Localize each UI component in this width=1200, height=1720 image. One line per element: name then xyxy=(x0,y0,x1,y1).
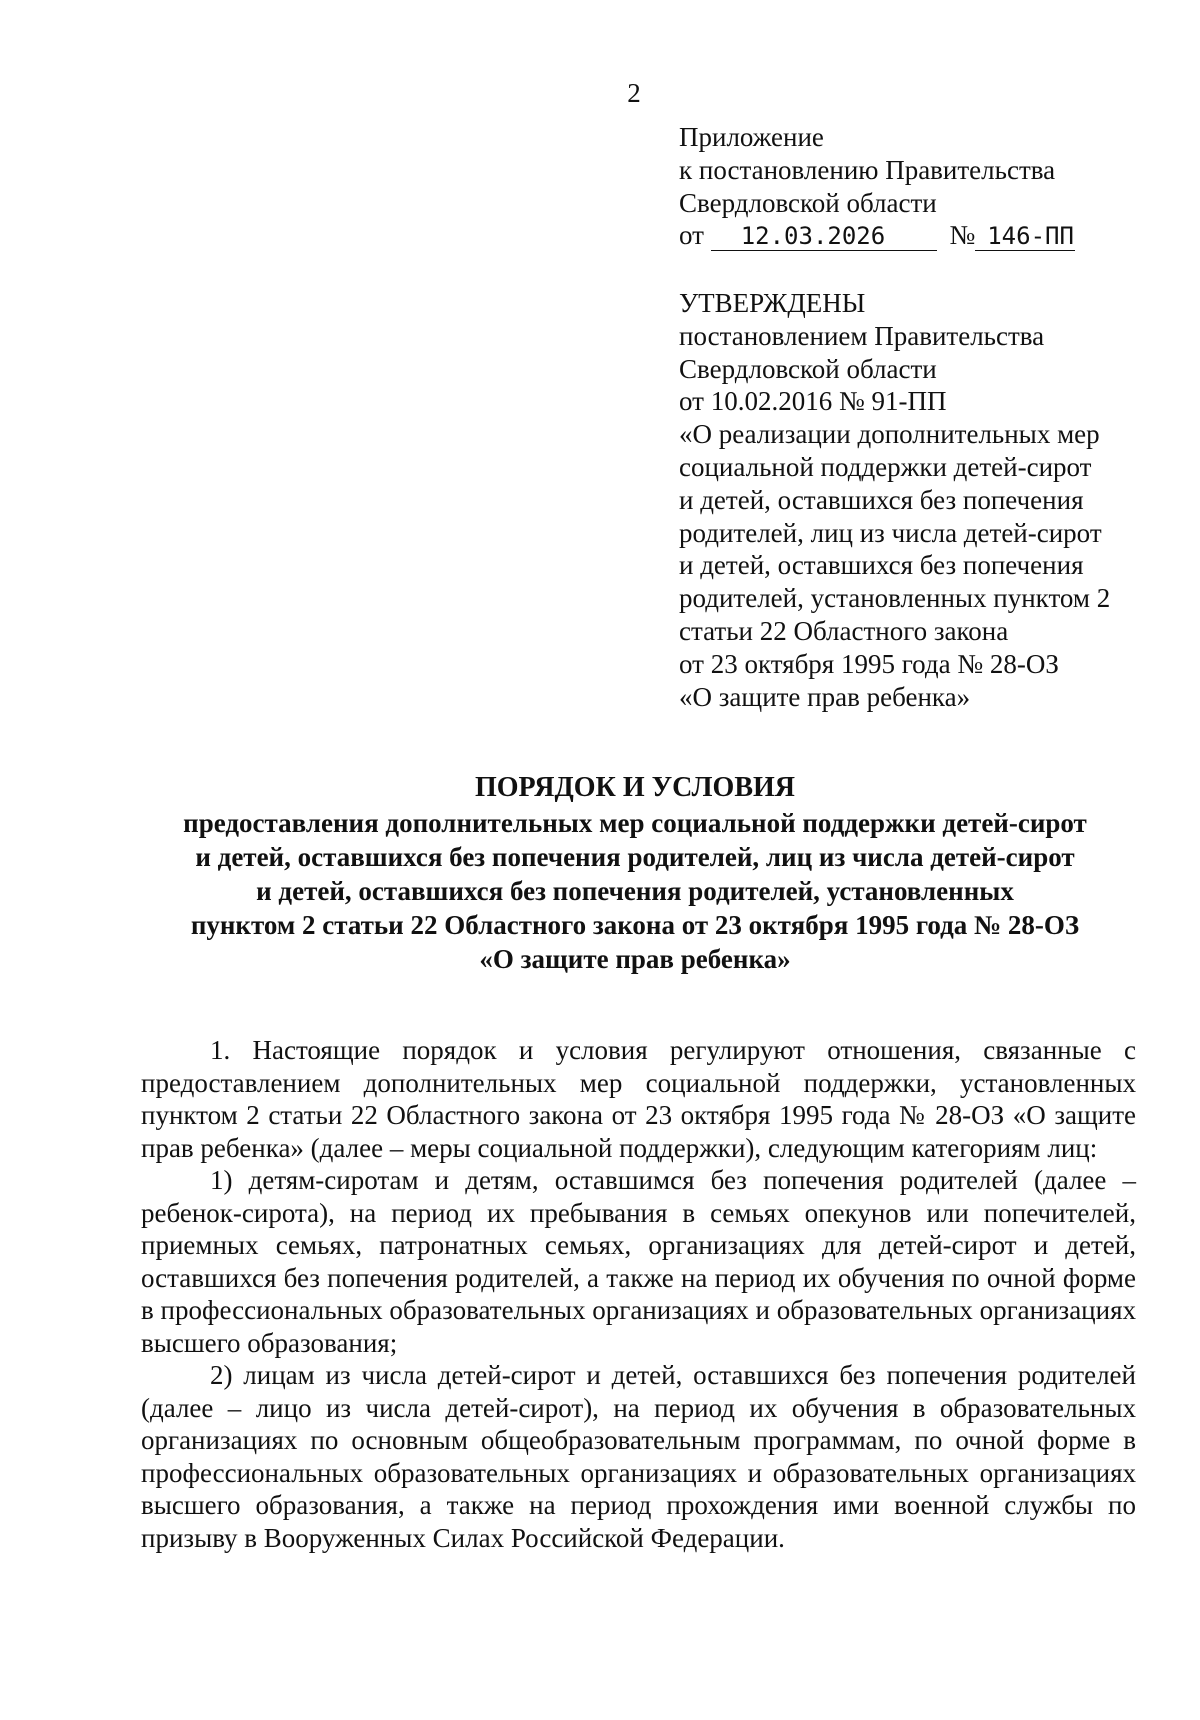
approved-line: Свердловской области xyxy=(679,353,937,384)
document-title xyxy=(100,771,1170,976)
approved-heading: УТВЕРЖДЕНЫ xyxy=(679,288,866,318)
approved-line: «О защите прав ребенка» xyxy=(679,681,971,712)
title-line: и детей, оставшихся без попечения родителей, установленных xyxy=(256,876,1014,906)
approved-line: социальной поддержки детей-сирот xyxy=(679,451,1092,482)
approved-line: родителей, лиц из числа детей-сирот xyxy=(679,517,1102,548)
resolution-date: 12.03.2026 xyxy=(711,222,937,251)
body-paragraph: 2) лицам из числа детей-сирот и детей, оставшихся без попечения родителей (далее – лицо из числа детей-сирот), на период их обучения в образовательных организациях по основным общеобразовательным программам, по очной форме в профессиональных образовательных организациях и образовательных организациях высшего образования, а также на период прохождения ими военной службы по призыву в Вооруженных Силах Российской Федерации. xyxy=(141,1360,1136,1553)
document-body xyxy=(141,1034,1136,1554)
title-main: ПОРЯДОК И УСЛОВИЯ xyxy=(474,772,795,803)
page-number: 2 xyxy=(627,78,641,108)
approved-line: и детей, оставшихся без попечения xyxy=(679,484,1084,515)
appendix-line-2: к постановлению Правительства xyxy=(679,154,1056,185)
number-prefix: № xyxy=(949,220,976,251)
title-line: предоставления дополнительных мер социальной поддержки детей-сирот xyxy=(183,808,1087,838)
approved-line: родителей, установленных пунктом 2 xyxy=(679,583,1111,614)
resolution-number: 146-ПП xyxy=(975,222,1075,251)
appendix-line-1: Приложение xyxy=(679,122,824,152)
approved-line: «О реализации дополнительных мер xyxy=(679,419,1100,450)
approved-block xyxy=(679,287,1159,713)
approved-line: от 10.02.2016 № 91-ПП xyxy=(679,386,947,417)
appendix-line-3: Свердловской области xyxy=(679,187,937,218)
title-line: и детей, оставшихся без попечения родителей, лиц из числа детей-сирот xyxy=(195,842,1075,872)
title-line: пунктом 2 статьи 22 Областного закона от 23 октября 1995 года № 28-ОЗ xyxy=(190,910,1080,940)
appendix-block xyxy=(679,121,1139,252)
date-prefix: от xyxy=(679,220,704,251)
approved-line: и детей, оставшихся без попечения xyxy=(679,550,1084,581)
approved-line: постановлением Правительства xyxy=(679,320,1045,351)
approved-line: статьи 22 Областного закона xyxy=(679,615,1009,646)
appendix-date-number-line xyxy=(679,219,1139,252)
title-line: «О защите прав ребенка» xyxy=(479,944,791,974)
body-paragraph: 1) детям-сиротам и детям, оставшимся без попечения родителей (далее – ребенок-сирота), на период их пребывания в семьях опекунов или попечителей, приемных семьях, патронатных семьях, организациях для детей-сирот и детей, оставшихся без попечения родителей, а также на период их обучения по очной форме в профессиональных образовательных организациях и образовательных организациях высшего образования; xyxy=(141,1165,1136,1358)
approved-line: от 23 октября 1995 года № 28-ОЗ xyxy=(679,648,1059,679)
body-paragraph: 1. Настоящие порядок и условия регулируют отношения, связанные с предоставлением дополнительных мер социальной поддержки, установленных пунктом 2 статьи 22 Областного закона от 23 октября 1995 года № 28-ОЗ «О защите прав ребенка» (далее – меры социальной поддержки), следующим категориям лиц: xyxy=(141,1035,1136,1163)
